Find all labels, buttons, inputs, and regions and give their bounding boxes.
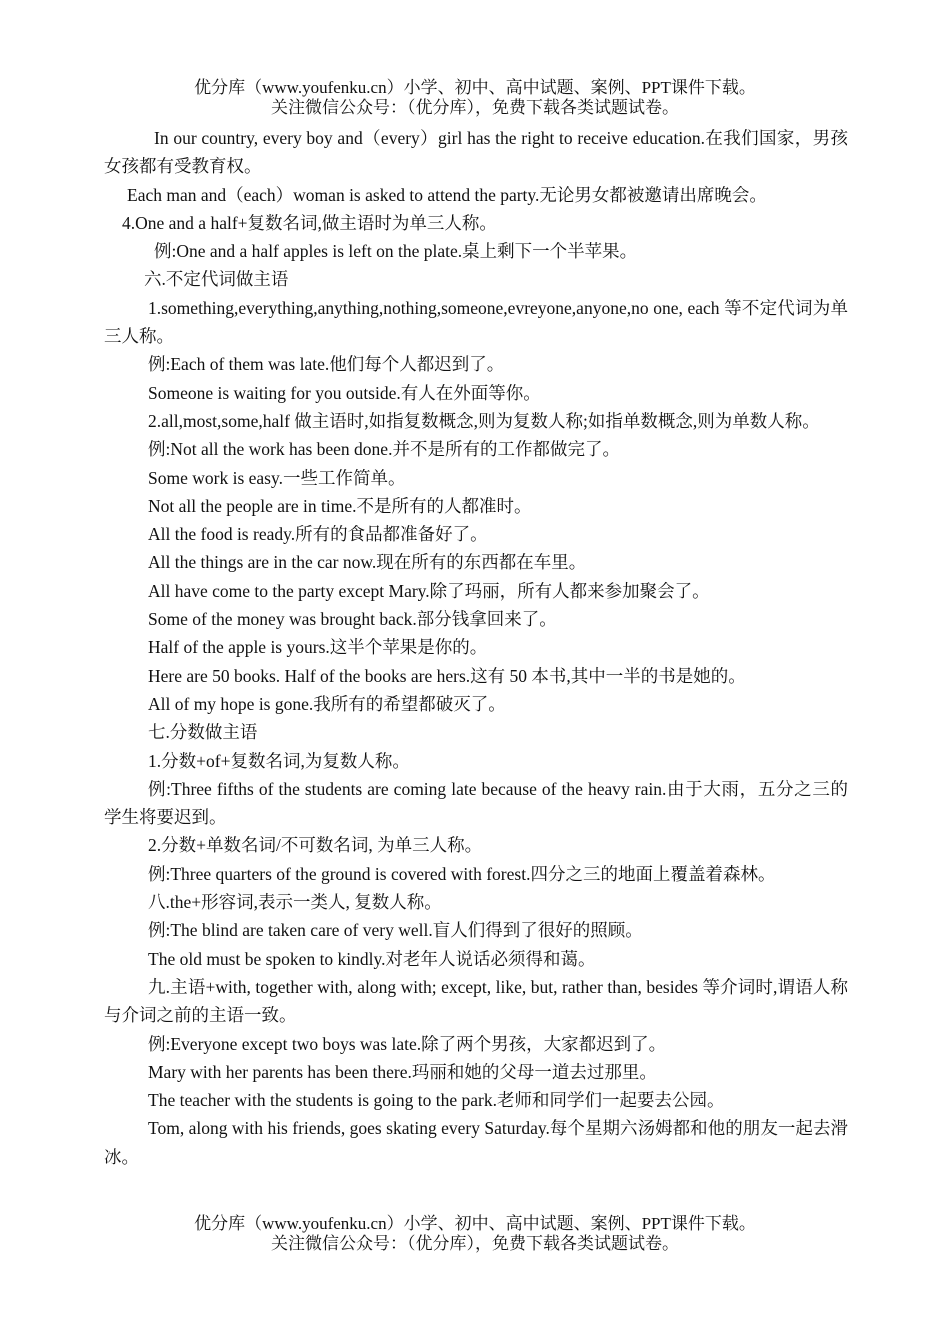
paragraph-example-half-apple: Half of the apple is yours.这半个苹果是你的。 — [148, 637, 488, 658]
paragraph-example-three-fifths: 例:Three fifths of the students are coming late because of the heavy rain.由于大雨，五分之三的学生将要迟到。 — [104, 778, 848, 828]
page-header — [0, 78, 950, 118]
page-footer — [0, 1214, 950, 1254]
paragraph-example-fifty-books: Here are 50 books. Half of the books are hers.这有 50 本书,其中一半的书是她的。 — [148, 665, 746, 686]
paragraph-example-all-things: All the things are in the car now.现在所有的东西都在车里。 — [148, 552, 587, 573]
paragraph-example-tom-along-with: Tom, along with his friends, goes skating every Saturday.每个星期六汤姆都和他的朋友一起去滑冰。 — [104, 1118, 848, 1167]
section-heading-fractions: 七.分数做主语 — [148, 722, 258, 743]
paragraph-example-someone: Someone is waiting for you outside.有人在外面等你。 — [148, 382, 541, 403]
paragraph-example-some-money: Some of the money was brought back.部分钱拿回来了。 — [148, 609, 557, 630]
paragraph-example-my-hope: All of my hope is gone.我所有的希望都破灭了。 — [148, 693, 506, 714]
paragraph-example-all-have-come: All have come to the party except Mary.除了玛丽，所有人都来参加聚会了。 — [148, 580, 710, 601]
paragraph-example-not-all-work: 例:Not all the work has been done.并不是所有的工作都做完了。 — [148, 439, 620, 460]
paragraph-example-the-old: The old must be spoken to kindly.对老年人说话必须得和蔼。 — [148, 948, 596, 969]
section-heading-subject-with-prepositions: 九.主语+with, together with, along with; except, like, but, rather than, besides 等介词时,谓语人称与介词之前的主语一致。 — [104, 976, 848, 1026]
paragraph-example-all-food: All the food is ready.所有的食品都准备好了。 — [148, 524, 488, 545]
section-heading-the-adjective: 八.the+形容词,表示一类人, 复数人称。 — [148, 892, 442, 913]
paragraph-rule-indefinite-pronouns: 1.something,everything,anything,nothing,someone,evreyone,anyone,no one, each 等不定代词为单三人称。 — [104, 297, 848, 347]
footer-line-1: 优分库（www.youfenku.cn）小学、初中、高中试题、案例、PPT课件下载。 — [194, 1214, 756, 1233]
paragraph-example-apples: 例:One and a half apples is left on the plate.桌上剩下一个半苹果。 — [154, 241, 638, 262]
paragraph-rule-all-most-some-half: 2.all,most,some,half 做主语时,如指复数概念,则为复数人称;如指单数概念,则为单数人称。 — [148, 410, 820, 431]
section-heading-indefinite-pronouns: 六.不定代词做主语 — [144, 269, 289, 290]
paragraph-every-boy-and-girl: In our country, every boy and（every）girl has the right to receive education.在我们国家，男孩女孩都有受教育权。 — [104, 128, 848, 177]
paragraph-example-three-quarters: 例:Three quarters of the ground is covered with forest.四分之三的地面上覆盖着森林。 — [148, 863, 776, 884]
paragraph-rule-fraction-plural: 1.分数+of+复数名词,为复数人称。 — [148, 750, 410, 771]
paragraph-example-the-blind: 例:The blind are taken care of very well.盲人们得到了很好的照顾。 — [148, 920, 643, 941]
paragraph-example-teacher-with-students: The teacher with the students is going to the park.老师和同学们一起要去公园。 — [148, 1090, 725, 1111]
paragraph-example-not-all-people: Not all the people are in time.不是所有的人都准时。 — [148, 495, 532, 516]
header-line-2: 关注微信公众号：（优分库），免费下载各类试题试卷。 — [271, 98, 679, 117]
paragraph-each-man-and-woman: Each man and（each）woman is asked to attend the party.无论男女都被邀请出席晚会。 — [127, 184, 767, 205]
paragraph-example-mary-with-parents: Mary with her parents has been there.玛丽和她的父母一道去过那里。 — [148, 1061, 657, 1082]
paragraph-example-everyone-except: 例:Everyone except two boys was late.除了两个男孩，大家都迟到了。 — [148, 1033, 667, 1054]
header-line-1: 优分库（www.youfenku.cn）小学、初中、高中试题、案例、PPT课件下载。 — [194, 78, 756, 97]
footer-line-2: 关注微信公众号：（优分库），免费下载各类试题试卷。 — [271, 1234, 679, 1253]
paragraph-example-some-work: Some work is easy.一些工作简单。 — [148, 467, 406, 488]
paragraph-example-each-of-them: 例:Each of them was late.他们每个人都迟到了。 — [148, 354, 505, 375]
paragraph-rule-fraction-singular: 2.分数+单数名词/不可数名词, 为单三人称。 — [148, 835, 483, 856]
document-body — [104, 124, 848, 1171]
paragraph-rule-one-and-a-half: 4.One and a half+复数名词,做主语时为单三人称。 — [122, 212, 497, 233]
